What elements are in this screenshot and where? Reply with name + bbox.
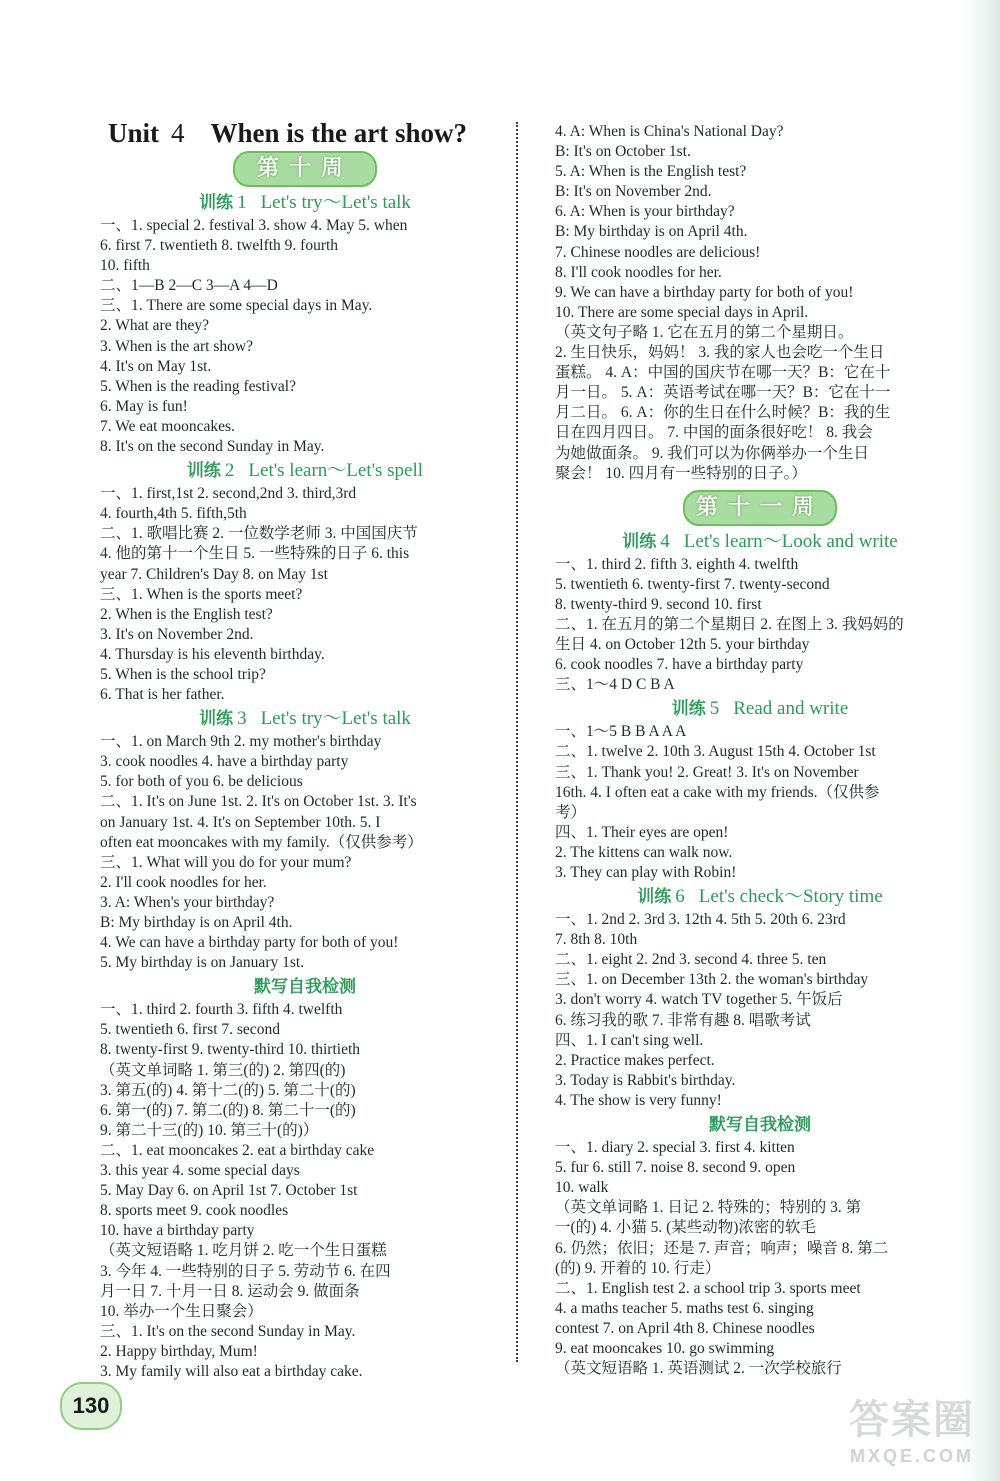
section-heading-number: 5 (709, 698, 720, 720)
answer-line: （英文单词略 1. 第三(的) 2. 第四(的) (100, 1061, 346, 1079)
answer-line: 3. this year 4. some special days (100, 1162, 300, 1180)
answer-line: 月一日。 5. A：英语考试在哪一天？B：它在十一 (555, 384, 891, 402)
section-heading (100, 975, 510, 999)
answer-line: 8. twenty-first 9. twenty-third 10. thirtieth (100, 1041, 361, 1059)
section-heading-en: Let's learn～Look and write (683, 530, 898, 552)
answer-line: 8. I'll cook noodles for her. (555, 263, 722, 281)
answer-line: 一、1. third 2. fourth 3. fifth 4. twelfth (100, 1001, 343, 1019)
answer-line: 3. When is the art show? (100, 337, 253, 355)
answer-line: 10. fifth (100, 257, 150, 275)
answer-line: 6. 第一(的) 7. 第二(的) 8. 第二十一(的) (100, 1101, 356, 1119)
column-divider (516, 122, 520, 1362)
section-heading-number: 3 (237, 708, 247, 730)
answer-line: 10. have a birthday party (100, 1222, 255, 1240)
section-heading-number: 6 (675, 886, 685, 908)
section-heading-en: Let's try～Let's talk (260, 192, 411, 213)
answer-line: 6. first 7. twentieth 8. twelfth 9. fourth (100, 237, 339, 255)
watermark-mark: 答案圈 (849, 1397, 975, 1443)
answer-line: 考） (555, 803, 587, 821)
answer-line: 一(的) 4. 小猫 5. (某些动物)浓密的软毛 (555, 1219, 816, 1237)
answer-line: （英文单词略 1. 日记 2. 特殊的；特别的 3. 第 (555, 1199, 862, 1217)
answer-line: 3. cook noodles 4. have a birthday party (100, 753, 349, 771)
answer-line: 二、1. 歌唱比赛 2. 一位数学老师 3. 中国国庆节 (100, 525, 418, 543)
answer-line: 一、1. on March 9th 2. my mother's birthday (100, 733, 382, 751)
section-heading (555, 697, 965, 721)
answer-line: 3. They can play with Robin! (555, 864, 737, 881)
answer-line: 5. twentieth 6. twenty-first 7. twenty-second (555, 575, 830, 593)
answer-line: 5. When is the reading festival? (100, 377, 296, 395)
unit-number: 4 (171, 118, 185, 148)
section-heading-number: 4 (660, 530, 670, 552)
unit-label: Unit (108, 118, 160, 148)
answer-line: 6. 仍然；依旧；还是 7. 声音；响声；噪音 8. 第二 (555, 1239, 889, 1257)
right-column (555, 122, 965, 1379)
answer-line: B: My birthday is on April 4th. (100, 914, 293, 931)
answer-line: 5. for both of you 6. be delicious (100, 773, 303, 791)
page-number: 130 (60, 1382, 122, 1430)
answer-line: 一、1～5 B B A A A (555, 723, 687, 741)
section-heading-zh: 训练 (622, 531, 657, 552)
section-heading-zh: 训练 (637, 887, 672, 908)
section-heading (100, 707, 510, 731)
answer-line: 10. walk (555, 1179, 609, 1197)
section-heading-zh: 默写自我检测 (254, 977, 356, 998)
section-heading (555, 1113, 965, 1137)
section-heading (555, 530, 965, 554)
answer-line: 四、1. Their eyes are open! (555, 823, 729, 841)
answer-line: 3. It's on November 2nd. (100, 625, 254, 643)
answer-line: 5. My birthday is on January 1st. (100, 954, 305, 972)
answer-line: B: It's on November 2nd. (555, 183, 712, 201)
answer-line: 为她做面条。 9. 我们可以为你俩举办一个生日 (555, 444, 869, 462)
answer-line: often eat mooncakes with my family.（仅供参考） (100, 833, 423, 851)
section-heading-en: Let's learn～Let's spell (248, 460, 424, 482)
answer-line: 4. a maths teacher 5. maths test 6. singing (555, 1299, 814, 1317)
answer-line: 三、1. Thank you! 2. Great! 3. It's on November (555, 763, 859, 781)
answer-line: 一、1. third 2. fifth 3. eighth 4. twelfth (555, 555, 799, 573)
answer-line: 3. don't worry 4. watch TV together 5. 午饭后 (555, 991, 843, 1009)
answer-line: （英文短语略 1. 吃月饼 2. 吃一个生日蛋糕 (100, 1242, 387, 1260)
answer-line: 三、1. There are some special days in May. (100, 297, 373, 315)
answer-line: 月二日。 6. A：你的生日在什么时候？B：我的生 (555, 404, 891, 422)
answer-line: 日在四月四日。 7. 中国的面条很好吃！ 8. 我会 (555, 424, 873, 442)
answer-line: 16th. 4. I often eat a cake with my friends.（仅供参 (555, 783, 880, 801)
answer-line: 8. twenty-third 9. second 10. first (555, 595, 762, 613)
answer-line: 7. We eat mooncakes. (100, 417, 235, 435)
answer-line: 一、1. diary 2. special 3. first 4. kitten (555, 1139, 795, 1157)
answer-line: 二、1. eight 2. 2nd 3. second 4. three 5. ten (555, 951, 827, 969)
answer-line: (的) 9. 开着的 10. 行走） (555, 1259, 721, 1277)
answer-line: 3. A: When's your birthday? (100, 893, 275, 911)
answer-line: 2. The kittens can walk now. (555, 843, 733, 861)
answer-line: （英文句子略 1. 它在五月的第二个星期日。 (555, 323, 854, 341)
answer-line: 7. Chinese noodles are delicious! (555, 243, 761, 261)
answer-line: 5. May Day 6. on April 1st 7. October 1st (100, 1182, 358, 1200)
answer-line: 三、1. It's on the second Sunday in May. (100, 1322, 356, 1340)
answer-line: 6. A: When is your birthday? (555, 203, 735, 221)
answer-line: 5. twentieth 6. first 7. second (100, 1021, 280, 1039)
answer-line: 4. The show is very funny! (555, 1091, 722, 1109)
answer-line: 8. It's on the second Sunday in May. (100, 438, 325, 456)
answer-line: 8. sports meet 9. cook noodles (100, 1202, 289, 1220)
answer-line: 二、1. It's on June 1st. 2. It's on October 1st. 3. It's (100, 793, 417, 811)
answer-line: 3. 今年 4. 一些特别的日子 5. 劳动节 6. 在四 (100, 1262, 391, 1280)
answer-line: 二、1—B 2—C 3—A 4—D (100, 277, 278, 295)
answer-line: 2. When is the English test? (100, 605, 273, 623)
answer-line: 4. It's on May 1st. (100, 357, 212, 375)
answer-line: 2. What are they? (100, 317, 210, 335)
left-sections (100, 191, 510, 1382)
answer-line: 2. Practice makes perfect. (555, 1051, 715, 1069)
answer-line: B: It's on October 1st. (555, 143, 691, 161)
answer-line: 二、1. English test 2. a school trip 3. sports meet (555, 1279, 861, 1297)
answer-line: 聚会！ 10. 四月有一些特别的日子。） (555, 464, 807, 482)
section-heading-en: Let's try～Let's talk (260, 708, 411, 730)
section-heading-zh: 默写自我检测 (709, 1115, 811, 1136)
answer-line: on January 1st. 4. It's on September 10th. 5. I (100, 813, 381, 831)
week-banner-2: 第十一周 (683, 490, 837, 526)
answer-line: 5. A: When is the English test? (555, 163, 747, 181)
answer-line: 二、1. eat mooncakes 2. eat a birthday cake (100, 1141, 375, 1159)
section-heading-zh: 训练 (199, 709, 234, 730)
answer-line: B: My birthday is on April 4th. (555, 223, 748, 241)
section-heading-zh: 训练 (671, 699, 706, 720)
answer-line: 10. 举办一个生日聚会） (100, 1302, 263, 1320)
answer-line: 6. cook noodles 7. have a birthday party (555, 656, 804, 674)
section-heading (100, 191, 510, 215)
section-heading-en: Read and write (733, 698, 849, 720)
answer-line: 蛋糕。 4. A：中国的国庆节在哪一天？B：它在十 (555, 364, 891, 382)
answer-line: contest 7. on April 4th 8. Chinese noodles (555, 1319, 815, 1337)
answer-line: 9. We can have a birthday party for both of you! (555, 283, 854, 301)
watermark-url: MXQE.COM (849, 1446, 974, 1466)
answer-line: 5. When is the school trip? (100, 665, 266, 683)
section-heading (555, 885, 965, 909)
answer-line: 三、1. on December 13th 2. the woman's birthday (555, 971, 869, 989)
week-banner: 第十周 (233, 151, 377, 187)
right-sections (555, 530, 965, 1379)
answer-line: 6. That is her father. (100, 686, 225, 704)
answer-line: 一、1. special 2. festival 3. show 4. May 5. when (100, 217, 408, 234)
unit-title (108, 118, 510, 149)
watermark-logo (842, 1395, 982, 1475)
answer-line: 4. 他的第十一个生日 5. 一些特殊的日子 6. this (100, 545, 410, 563)
answer-line: 月一日 7. 十月一日 8. 运动会 9. 做面条 (100, 1282, 360, 1300)
answer-line: 5. fur 6. still 7. noise 8. second 9. open (555, 1159, 796, 1177)
section-heading-en: Let's check～Story time (698, 886, 883, 908)
section-heading (100, 459, 510, 483)
right-intro (555, 122, 965, 484)
answer-line: 7. 8th 8. 10th (555, 931, 638, 949)
answer-line: 一、1. first,1st 2. second,2nd 3. third,3rd (100, 485, 357, 503)
answer-line: 四、1. I can't sing well. (555, 1031, 704, 1049)
section-heading-number: 1 (237, 192, 247, 213)
answer-line: 9. 第二十三(的) 10. 第三十(的)） (100, 1121, 319, 1139)
answer-line: 4. Thursday is his eleventh birthday. (100, 645, 325, 663)
answer-line: 2. 生日快乐，妈妈！ 3. 我的家人也会吃一个生日 (555, 344, 885, 362)
answer-line: 4. fourth,4th 5. fifth,5th (100, 505, 247, 523)
answer-line: year 7. Children's Day 8. on May 1st (100, 565, 328, 583)
section-heading-number: 2 (224, 460, 235, 482)
answer-line: 二、1. twelve 2. 10th 3. August 15th 4. October 1st (555, 743, 876, 761)
answer-line: 2. Happy birthday, Mum! (100, 1342, 258, 1360)
page-edge-shadow (962, 0, 1000, 1481)
answer-line: 3. 第五(的) 4. 第十二(的) 5. 第二十(的) (100, 1081, 356, 1099)
answer-line: 9. eat mooncakes 10. go swimming (555, 1339, 775, 1357)
left-column (100, 118, 510, 1382)
answer-line: 10. There are some special days in April. (555, 303, 809, 321)
answer-line: 4. A: When is China's National Day? (555, 123, 784, 140)
section-heading-zh: 训练 (186, 461, 221, 482)
answer-line: 3. My family will also eat a birthday cake. (100, 1362, 363, 1380)
answer-line: 二、1. 在五月的第二个星期日 2. 在图上 3. 我妈妈的 (555, 615, 904, 633)
answer-line: 生日 4. on October 12th 5. your birthday (555, 636, 810, 654)
answer-line: （英文短语略 1. 英语测试 2. 一次学校旅行 (555, 1360, 842, 1378)
unit-name: When is the art show? (210, 118, 468, 148)
answer-line: 6. May is fun! (100, 397, 188, 415)
answer-line: 三、1. When is the sports meet? (100, 585, 303, 603)
answer-line: 3. Today is Rabbit's birthday. (555, 1071, 736, 1089)
section-heading-zh: 训练 (199, 193, 234, 213)
answer-line: 6. 练习我的歌 7. 非常有趣 8. 唱歌考试 (555, 1011, 811, 1029)
answer-line: 三、1～4 D C B A (555, 676, 675, 694)
answer-line: 一、1. 2nd 2. 3rd 3. 12th 4. 5th 5. 20th 6. 23rd (555, 911, 846, 929)
answer-line: 2. I'll cook noodles for her. (100, 873, 267, 891)
answer-line: 三、1. What will you do for your mum? (100, 853, 352, 871)
answer-line: 4. We can have a birthday party for both of you! (100, 934, 399, 952)
